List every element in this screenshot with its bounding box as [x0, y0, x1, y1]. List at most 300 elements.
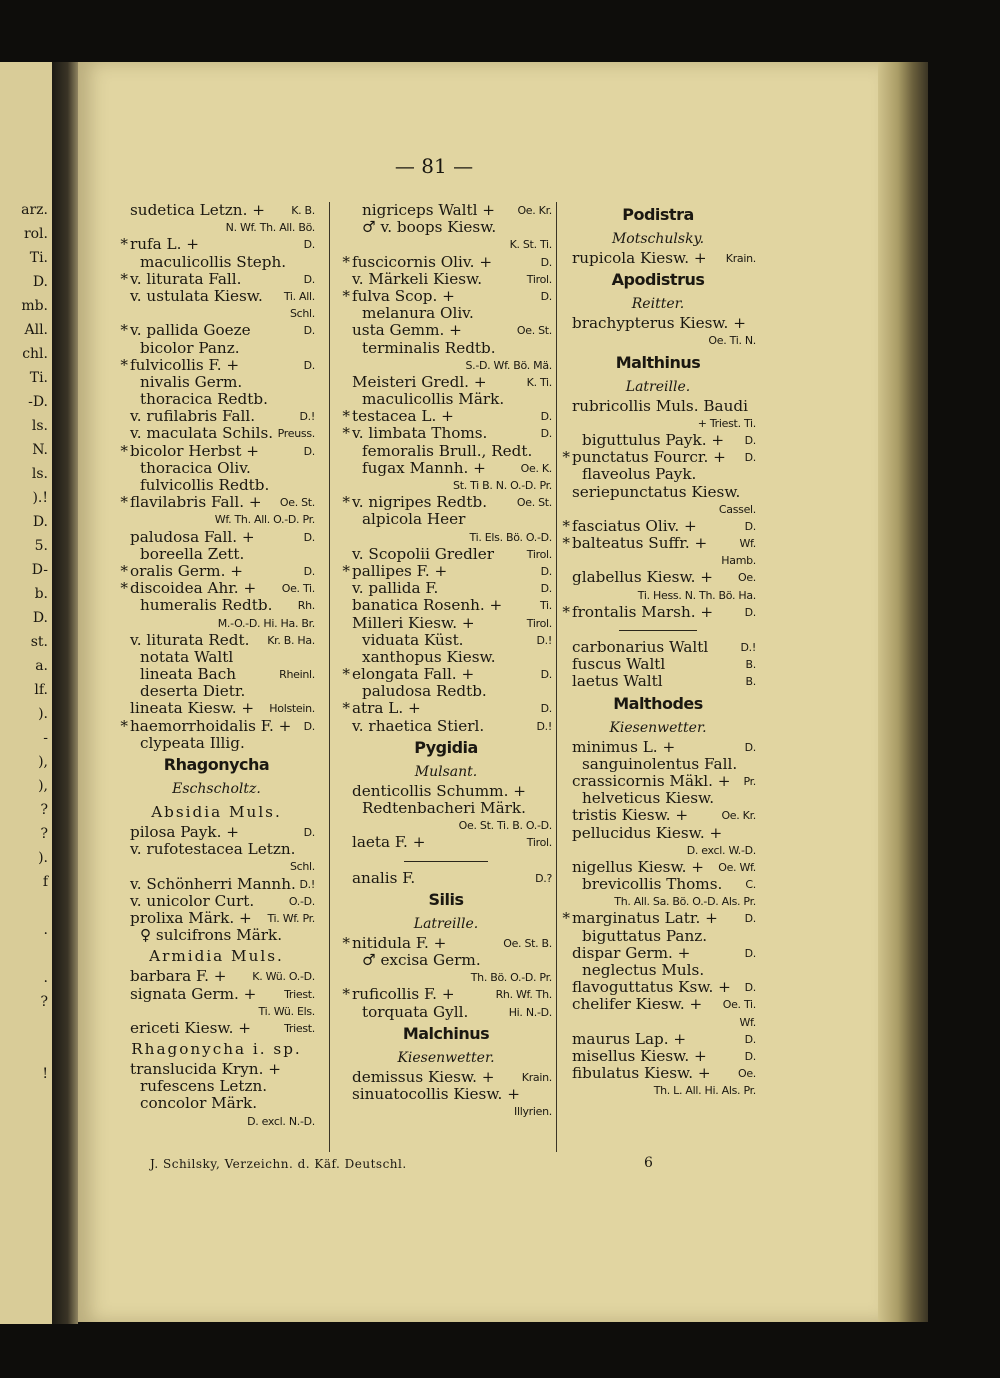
species-entry: [340, 563, 552, 580]
distribution: Kr. B. Ha.: [267, 633, 315, 647]
genus-heading: Silis: [428, 889, 464, 909]
distribution: S.-D. Wf. Bö. Mä.: [465, 358, 552, 372]
species-name: rupicola Kiesw. +: [572, 249, 707, 267]
species-name: fulva Scop. +: [352, 286, 455, 305]
species-name: atra L. +: [352, 699, 421, 718]
distribution: D.: [303, 444, 315, 458]
distribution: K. B.: [291, 204, 315, 217]
left-page-fragment: mb.: [21, 298, 48, 314]
book-edge: [878, 62, 928, 1322]
distribution: Oe. Ti.: [722, 998, 756, 1012]
distribution: D.: [744, 740, 756, 754]
species-entry: [118, 580, 315, 597]
distribution: D.: [744, 1032, 756, 1046]
species-name: translucida Kryn. +: [130, 1060, 281, 1079]
species-name: chelifer Kiesw. +: [572, 995, 703, 1014]
genus-author: Reitter.: [631, 296, 685, 313]
species-entry: [340, 1004, 552, 1021]
left-page-fragment: ?: [40, 802, 48, 818]
species-name: nigellus Kiesw. +: [572, 857, 705, 876]
species-name: carbonarius Waltl: [572, 638, 709, 656]
species-entry: [118, 1113, 315, 1130]
species-name: v. unicolor Curt.: [130, 891, 255, 910]
distribution: D.: [303, 826, 315, 839]
species-entry: [118, 841, 315, 858]
distribution: Oe. St.: [516, 496, 552, 510]
species-entry: [560, 250, 756, 267]
species-name: discoidea Ahr. +: [130, 579, 257, 598]
distribution: St. Ti B. N. O.-D. Pr.: [453, 479, 552, 492]
species-entry: [118, 443, 315, 460]
species-entry: [118, 254, 315, 271]
species-entry: [118, 876, 315, 893]
endemic-marker: *: [120, 441, 128, 460]
left-page-fragment: D.: [32, 610, 48, 626]
left-page-fragment: N.: [32, 442, 48, 458]
species-entry: [560, 996, 756, 1013]
left-page-fragment: ls.: [31, 418, 48, 434]
species-name: sudetica Letzn. +: [130, 201, 265, 219]
species-name: marginatus Latr. +: [572, 909, 718, 928]
species-entry: [118, 735, 315, 752]
column-3: [560, 202, 756, 1100]
species-entry: [340, 632, 552, 649]
species-name: misellus Kiesw. +: [572, 1046, 707, 1065]
species-name: balteatus Suffr. +: [572, 534, 708, 553]
species-entry: [340, 443, 552, 460]
left-page-fragment: 5.: [34, 538, 48, 554]
genus-author: Kiesenwetter.: [609, 719, 707, 736]
species-name: flaveolus Payk.: [582, 465, 697, 484]
species-entry: [560, 569, 756, 586]
distribution: Th. All. Sa. Bö. O.-D. Als. Pr.: [614, 895, 756, 909]
distribution: D.: [303, 358, 315, 372]
distribution: B.: [745, 658, 756, 672]
species-name: maculicollis Märk.: [362, 390, 505, 409]
genus-heading: Apodistrus: [611, 270, 705, 290]
species-name: sanguinolentus Fall.: [582, 754, 738, 773]
species-entry: [118, 927, 315, 944]
species-name: humeralis Redtb.: [140, 596, 273, 615]
species-entry: [560, 979, 756, 996]
endemic-marker: *: [342, 561, 350, 580]
distribution: Krain.: [521, 1070, 552, 1084]
left-page-fragment: ?: [40, 994, 48, 1010]
species-name: barbara F. +: [130, 967, 227, 986]
species-entry: [118, 1061, 315, 1078]
species-name: fugax Mannh. +: [362, 458, 486, 477]
left-page-fragment: ls.: [31, 466, 48, 482]
species-entry: [560, 501, 756, 518]
genus-heading: Pygidia: [414, 737, 478, 757]
distribution: D.: [540, 582, 552, 596]
species-name: maculicollis Steph.: [140, 252, 287, 271]
distribution: D.!: [299, 410, 315, 424]
species-entry: [340, 683, 552, 700]
left-page-fragment: -: [43, 730, 48, 746]
signature-mark: 6: [644, 1155, 653, 1171]
species-name: terminalis Redtb.: [362, 338, 496, 357]
distribution: C.: [745, 878, 756, 892]
species-name: alpicola Heer: [362, 510, 466, 529]
species-entry: [340, 986, 552, 1003]
endemic-marker: *: [342, 665, 350, 684]
species-entry: [340, 202, 552, 219]
species-name: v. liturata Redt.: [130, 630, 250, 649]
distribution: D.: [744, 519, 756, 533]
endemic-marker: *: [562, 516, 570, 535]
column-divider: [556, 202, 557, 1152]
species-name: ♀ sulcifrons Märk.: [140, 926, 283, 945]
species-entry: [340, 322, 552, 339]
species-name: nivalis Germ.: [140, 372, 243, 391]
distribution: Wf.: [739, 1015, 756, 1029]
left-page-fragment: b.: [34, 586, 48, 602]
species-entry: [560, 756, 756, 773]
endemic-marker: *: [120, 235, 128, 254]
distribution: Preuss.: [277, 427, 315, 441]
species-entry: [118, 408, 315, 425]
species-entry: [340, 254, 552, 271]
distribution: Tirol.: [526, 836, 552, 850]
species-name: oralis Germ. +: [130, 561, 243, 580]
species-entry: [340, 546, 552, 563]
species-name: v. liturata Fall.: [130, 269, 242, 288]
separator-rule: [340, 852, 552, 870]
distribution: D.: [540, 702, 552, 716]
distribution: Oe. St. B.: [503, 936, 552, 950]
species-name: thoracica Oliv.: [140, 458, 251, 477]
species-entry: [118, 460, 315, 477]
species-entry: [340, 305, 552, 322]
distribution: D.: [540, 255, 552, 269]
species-entry: [560, 398, 756, 415]
species-name: fasciatus Oliv. +: [572, 516, 697, 535]
distribution: Illyrien.: [514, 1105, 552, 1119]
left-page-fragment: rol.: [23, 226, 48, 242]
left-page-fragment: Ti.: [29, 250, 48, 266]
species-entry: [340, 935, 552, 952]
species-entry: [118, 597, 315, 614]
distribution: Oe.: [737, 571, 756, 585]
species-name: viduata Küst.: [362, 630, 464, 649]
species-entry: [340, 477, 552, 494]
left-page-fragment: ).: [38, 850, 48, 866]
species-entry: [560, 945, 756, 962]
species-name: biguttatus Panz.: [582, 926, 708, 945]
species-entry: [118, 666, 315, 683]
species-entry: [340, 219, 552, 236]
species-entry: [340, 1069, 552, 1086]
species-entry: [560, 928, 756, 945]
endemic-marker: *: [120, 493, 128, 512]
distribution: D.: [303, 530, 315, 544]
endemic-marker: *: [342, 985, 350, 1004]
endemic-marker: *: [342, 493, 350, 512]
endemic-marker: *: [120, 716, 128, 735]
distribution: D.!: [740, 641, 756, 654]
left-page-fragment: ),: [38, 754, 48, 770]
endemic-marker: *: [120, 561, 128, 580]
species-name: thoracica Redtb.: [140, 390, 268, 409]
species-name: tristis Kiesw. +: [572, 806, 689, 825]
left-page-fragment: D-: [31, 562, 48, 578]
distribution: D. excl. W.-D.: [686, 843, 756, 857]
genus-heading: Malthinus: [615, 352, 701, 372]
separator-rule: [560, 621, 756, 639]
distribution: D.: [303, 272, 315, 286]
genus-heading: Malchinus: [402, 1023, 490, 1043]
left-page-fragment: ).!: [32, 490, 48, 506]
distribution: K. St. Ti.: [509, 238, 552, 252]
species-name: notata Waltl: [140, 647, 234, 666]
species-name: v. ustulata Kiesw.: [130, 286, 263, 305]
species-entry: [560, 484, 756, 501]
distribution: N. Wf. Th. All. Bö.: [225, 221, 315, 235]
species-entry: [118, 236, 315, 253]
species-entry: [118, 858, 315, 875]
species-entry: [340, 817, 552, 834]
distribution: D.: [303, 238, 315, 252]
distribution: Tirol.: [526, 547, 552, 561]
distribution: D.: [540, 410, 552, 424]
book-gutter: [52, 62, 78, 1324]
species-name: v. rhaetica Stierl.: [352, 716, 485, 735]
species-entry: [340, 425, 552, 442]
species-entry: [118, 683, 315, 700]
species-entry: [560, 315, 756, 332]
distribution: D.: [744, 1049, 756, 1063]
endemic-marker: *: [342, 424, 350, 443]
species-entry: [560, 518, 756, 535]
species-name: dispar Germ. +: [572, 943, 691, 962]
species-entry: [560, 1065, 756, 1082]
distribution: Oe. St.: [279, 496, 315, 510]
species-name: Redtenbacheri Märk.: [362, 799, 526, 817]
species-entry: [340, 718, 552, 735]
genus-heading: Podistra: [622, 205, 694, 224]
species-entry: [560, 587, 756, 604]
species-name: rufescens Letzn.: [140, 1077, 268, 1096]
endemic-marker: *: [342, 933, 350, 952]
subgenus-heading: Absidia Muls.: [151, 803, 282, 821]
species-name: usta Gemm. +: [352, 321, 462, 340]
species-entry: [560, 739, 756, 756]
species-entry: [560, 673, 756, 690]
page: [78, 62, 878, 1322]
species-name: bicolor Herbst +: [130, 441, 259, 460]
species-name: pallipes F. +: [352, 561, 448, 580]
species-entry: [560, 332, 756, 349]
species-entry: [340, 1103, 552, 1120]
endemic-marker: *: [562, 448, 570, 467]
species-entry: [118, 910, 315, 927]
species-entry: [118, 546, 315, 563]
species-name: Meisteri Gredl. +: [352, 372, 487, 391]
species-entry: [118, 511, 315, 528]
left-page-edge: [0, 62, 52, 1324]
species-entry: [560, 1082, 756, 1099]
species-name: melanura Oliv.: [362, 304, 474, 323]
species-name: fuscus Waltl: [572, 655, 666, 674]
distribution: Wf.: [739, 537, 756, 551]
column-divider: [329, 202, 330, 1152]
species-name: lineata Bach: [140, 665, 237, 684]
species-entry: [118, 1020, 315, 1037]
distribution: Schl.: [289, 860, 315, 874]
left-page-fragment: st.: [30, 634, 48, 650]
endemic-marker: *: [342, 252, 350, 271]
distribution: Tirol.: [526, 616, 552, 630]
species-entry: [560, 1014, 756, 1031]
species-name: v. pallida Goeze: [130, 321, 251, 340]
species-name: v. nigripes Redtb.: [352, 493, 488, 512]
species-name: biguttulus Payk. +: [582, 430, 725, 449]
species-name: paludosa Redtb.: [362, 682, 487, 701]
distribution: D.: [744, 433, 756, 447]
species-name: fulvicollis Redtb.: [140, 476, 270, 494]
distribution: Holstein.: [269, 702, 315, 716]
endemic-marker: *: [120, 579, 128, 598]
genus-author: Kiesenwetter.: [397, 1049, 495, 1066]
species-entry: [560, 1031, 756, 1048]
species-entry: [560, 449, 756, 466]
left-page-fragment: Ti.: [29, 370, 48, 386]
distribution: Ti. Wü. Els.: [258, 1004, 315, 1018]
distribution: D.: [744, 605, 756, 619]
species-entry: [560, 807, 756, 824]
species-name: fulvicollis F. +: [130, 355, 240, 374]
species-entry: [340, 494, 552, 511]
species-entry: [560, 876, 756, 893]
distribution: + Triest. Ti.: [697, 416, 756, 430]
distribution: D.: [303, 719, 315, 733]
species-name: rufa L. +: [130, 235, 200, 254]
species-name: rubricollis Muls. Baudi: [572, 396, 748, 415]
endemic-marker: *: [120, 321, 128, 340]
species-name: analis F.: [352, 868, 416, 887]
distribution: Rheinl.: [279, 668, 315, 682]
species-entry: [560, 910, 756, 927]
distribution: Oe. Kr.: [517, 204, 552, 217]
left-page-fragment: .: [43, 922, 48, 938]
endemic-marker: *: [562, 602, 570, 621]
species-entry: [340, 1086, 552, 1103]
distribution: Oe. St.: [516, 324, 552, 338]
species-entry: [560, 1048, 756, 1065]
species-entry: [118, 322, 315, 339]
genus-author: Motschulsky.: [611, 231, 705, 247]
species-name: banatica Rosenh. +: [352, 596, 503, 615]
distribution: Oe. St. Ti. B. O.-D.: [458, 819, 552, 833]
species-name: flavoguttatus Ksw. +: [572, 978, 731, 997]
species-entry: [340, 580, 552, 597]
species-entry: [118, 219, 315, 236]
species-name: punctatus Fourcr. +: [572, 448, 726, 467]
distribution: Hamb.: [721, 554, 756, 568]
species-entry: [340, 615, 552, 632]
species-entry: [560, 432, 756, 449]
distribution: O.-D.: [288, 894, 315, 908]
species-entry: [118, 288, 315, 305]
species-name: torquata Gyll.: [362, 1002, 469, 1021]
species-name: testacea L. +: [352, 407, 454, 426]
left-page-fragment: !: [42, 1066, 48, 1082]
species-name: v. rufotestacea Letzn.: [130, 840, 296, 859]
species-entry: [340, 236, 552, 253]
species-name: nitidula F. +: [352, 933, 447, 952]
species-name: boreella Zett.: [140, 544, 245, 563]
distribution: Krain.: [725, 252, 756, 265]
species-entry: [118, 305, 315, 322]
species-name: minimus L. +: [572, 737, 676, 756]
species-name: frontalis Marsh. +: [572, 602, 714, 621]
species-entry: [340, 800, 552, 817]
species-entry: [560, 962, 756, 979]
distribution: Oe. Wf.: [718, 860, 756, 874]
distribution: D.: [744, 946, 756, 960]
species-entry: [118, 477, 315, 494]
distribution: Th. L. All. Hi. Als. Pr.: [653, 1084, 756, 1098]
distribution: Oe. Ti. N.: [708, 334, 756, 348]
species-name: lineata Kiesw. +: [130, 699, 255, 718]
species-entry: [560, 842, 756, 859]
genus-author: Latreille.: [625, 378, 691, 395]
species-entry: [118, 391, 315, 408]
genus-heading: Malthodes: [613, 693, 703, 713]
distribution: Oe. Kr.: [721, 809, 756, 823]
left-page-fragment: a.: [35, 658, 48, 674]
species-name: v. maculata Schils.: [130, 424, 274, 443]
species-entry: [118, 425, 315, 442]
species-name: v. Schönherri Mannh.: [130, 874, 296, 893]
left-page-fragment: ?: [40, 826, 48, 842]
species-entry: [340, 408, 552, 425]
species-name: laeta F. +: [352, 833, 426, 852]
endemic-marker: *: [120, 355, 128, 374]
species-name: laetus Waltl: [572, 672, 663, 691]
species-entry: [340, 511, 552, 528]
distribution: K. Wü. O.-D.: [252, 970, 315, 984]
species-entry: [560, 535, 756, 552]
species-entry: [340, 649, 552, 666]
distribution: Ti. Hess. N. Th. Bö. Ha.: [637, 588, 756, 602]
species-entry: [340, 834, 552, 851]
distribution: D.: [540, 427, 552, 441]
distribution: D.: [540, 564, 552, 578]
species-entry: [560, 773, 756, 790]
species-entry: [118, 563, 315, 580]
species-entry: [560, 552, 756, 569]
species-name: paludosa Fall. +: [130, 527, 255, 546]
species-entry: [118, 1078, 315, 1095]
distribution: D.: [744, 451, 756, 465]
species-entry: [340, 783, 552, 800]
species-entry: [118, 986, 315, 1003]
species-entry: [118, 718, 315, 735]
species-entry: [560, 790, 756, 807]
species-name: pellucidus Kiesw. +: [572, 823, 723, 842]
species-entry: [340, 374, 552, 391]
distribution: Hi. N.-D.: [508, 1005, 552, 1019]
species-name: ruficollis F. +: [352, 985, 455, 1004]
footer-signature-line: J. Schilsky, Verzeichn. d. Käf. Deutschl.: [150, 1157, 407, 1171]
species-name: concolor Märk.: [140, 1094, 258, 1113]
species-name: sinuatocollis Kiesw. +: [352, 1084, 520, 1103]
left-page-fragment: D.: [32, 514, 48, 530]
distribution: Ti. Els. Bö. O.-D.: [469, 530, 552, 544]
species-entry: [340, 952, 552, 969]
